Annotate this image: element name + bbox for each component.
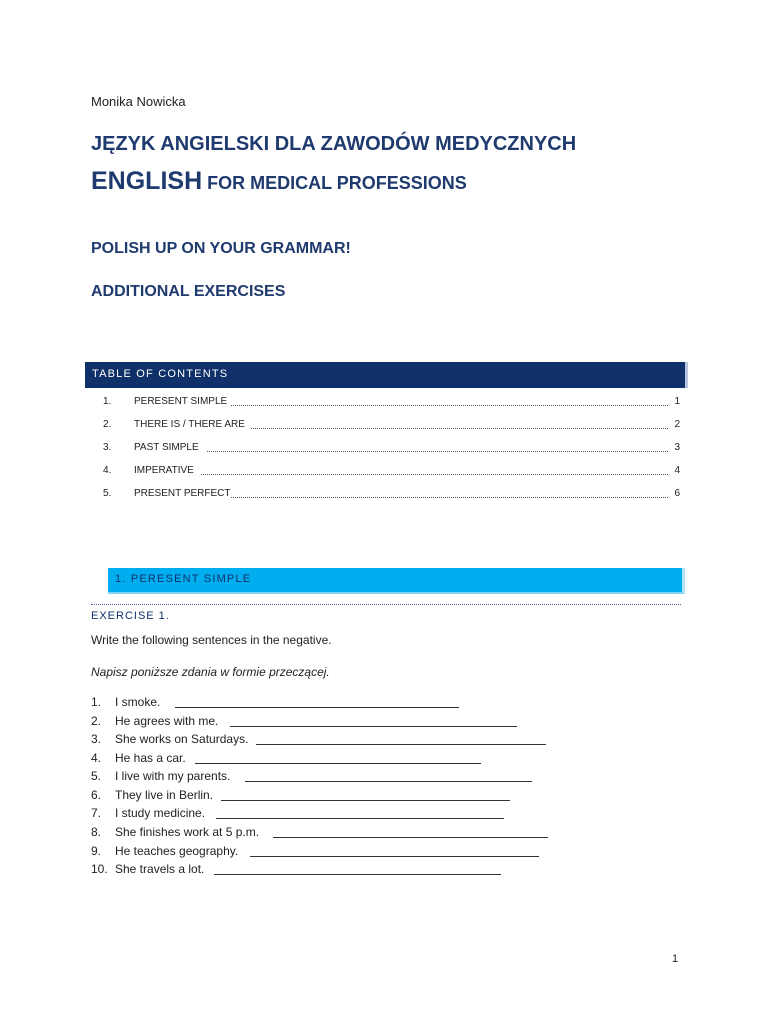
- exercise-item-number: 9.: [91, 844, 102, 858]
- toc-item[interactable]: [103, 465, 680, 479]
- section-divider: [91, 604, 681, 605]
- toc-item-number: 5.: [103, 488, 112, 499]
- toc-item[interactable]: [103, 419, 680, 433]
- toc-leader-dots: [231, 405, 668, 406]
- toc-item[interactable]: [103, 396, 680, 410]
- exercise-item-number: 5.: [91, 769, 102, 783]
- toc-heading: TABLE OF CONTENTS: [92, 368, 229, 380]
- toc-item-label: IMPERATIVE: [134, 465, 194, 476]
- toc-leader-dots: [207, 451, 668, 452]
- page-number: 1: [672, 953, 679, 965]
- exercise-item-number: 8.: [91, 825, 102, 839]
- answer-line[interactable]: [214, 874, 501, 875]
- title-english: [91, 167, 467, 196]
- exercise-heading: EXERCISE 1.: [91, 610, 170, 622]
- toc-item-page: 2: [674, 419, 680, 430]
- exercise-instruction: Write the following sentences in the negative.: [91, 633, 332, 647]
- toc-item-page: 6: [674, 488, 680, 499]
- toc-item-label: PAST SIMPLE: [134, 442, 199, 453]
- toc-item[interactable]: [103, 488, 680, 502]
- answer-line[interactable]: [175, 707, 459, 708]
- title-english-rest: FOR MEDICAL PROFESSIONS: [202, 173, 467, 193]
- toc-item-number: 3.: [103, 442, 112, 453]
- exercise-item-number: 1.: [91, 695, 102, 709]
- subtitle-additional-exercises: ADDITIONAL EXERCISES: [91, 283, 286, 300]
- toc-item-number: 1.: [103, 396, 112, 407]
- exercise-item-text: I live with my parents.: [115, 769, 231, 783]
- exercise-item-number: 4.: [91, 751, 102, 765]
- toc-item-label: THERE IS / THERE ARE: [134, 419, 245, 430]
- title-polish: JĘZYK ANGIELSKI DLA ZAWODÓW MEDYCZNYCH: [91, 133, 577, 155]
- toc-heading-bar: [85, 362, 688, 388]
- exercise-instruction-polish: Napisz poniższe zdania w formie przeczącej.: [91, 665, 330, 679]
- section-heading-bar: [108, 568, 685, 594]
- toc-item-label: PERESENT SIMPLE: [134, 396, 228, 407]
- exercise-item-text: He agrees with me.: [115, 714, 219, 728]
- exercise-item-text: She works on Saturdays.: [115, 732, 249, 746]
- answer-line[interactable]: [273, 837, 548, 838]
- exercise-item-text: They live in Berlin.: [115, 788, 214, 802]
- answer-line[interactable]: [250, 856, 539, 857]
- exercise-item-text: I smoke.: [115, 695, 161, 709]
- answer-line[interactable]: [245, 781, 532, 782]
- toc-item-page: 3: [674, 442, 680, 453]
- toc-leader-dots: [231, 497, 668, 498]
- toc-item-number: 2.: [103, 419, 112, 430]
- exercise-item-text: I study medicine.: [115, 806, 206, 820]
- toc-item-label: PRESENT PERFECT: [134, 488, 231, 499]
- exercise-item-text: She finishes work at 5 p.m.: [115, 825, 260, 839]
- subtitle-grammar: POLISH UP ON YOUR GRAMMAR!: [91, 240, 351, 257]
- toc-leader-dots: [201, 474, 668, 475]
- exercise-item-number: 2.: [91, 714, 102, 728]
- exercise-item-number: 6.: [91, 788, 102, 802]
- author-name: Monika Nowicka: [91, 94, 186, 109]
- toc-item[interactable]: [103, 442, 680, 456]
- toc-item-page: 1: [674, 396, 680, 407]
- toc-leader-dots: [251, 428, 668, 429]
- answer-line[interactable]: [256, 744, 546, 745]
- answer-line[interactable]: [216, 818, 504, 819]
- section-heading: 1. PERESENT SIMPLE: [115, 573, 252, 585]
- toc-item-number: 4.: [103, 465, 112, 476]
- exercise-item-number: 7.: [91, 806, 102, 820]
- exercise-item-text: He has a car.: [115, 751, 186, 765]
- toc-item-page: 4: [674, 465, 680, 476]
- answer-line[interactable]: [230, 726, 517, 727]
- title-english-word: ENGLISH: [91, 167, 203, 195]
- exercise-item-text: He teaches geography.: [115, 844, 239, 858]
- exercise-item-number: 10.: [91, 862, 108, 876]
- exercise-item-number: 3.: [91, 732, 102, 746]
- answer-line[interactable]: [195, 763, 481, 764]
- answer-line[interactable]: [221, 800, 510, 801]
- exercise-item-text: She travels a lot.: [115, 862, 205, 876]
